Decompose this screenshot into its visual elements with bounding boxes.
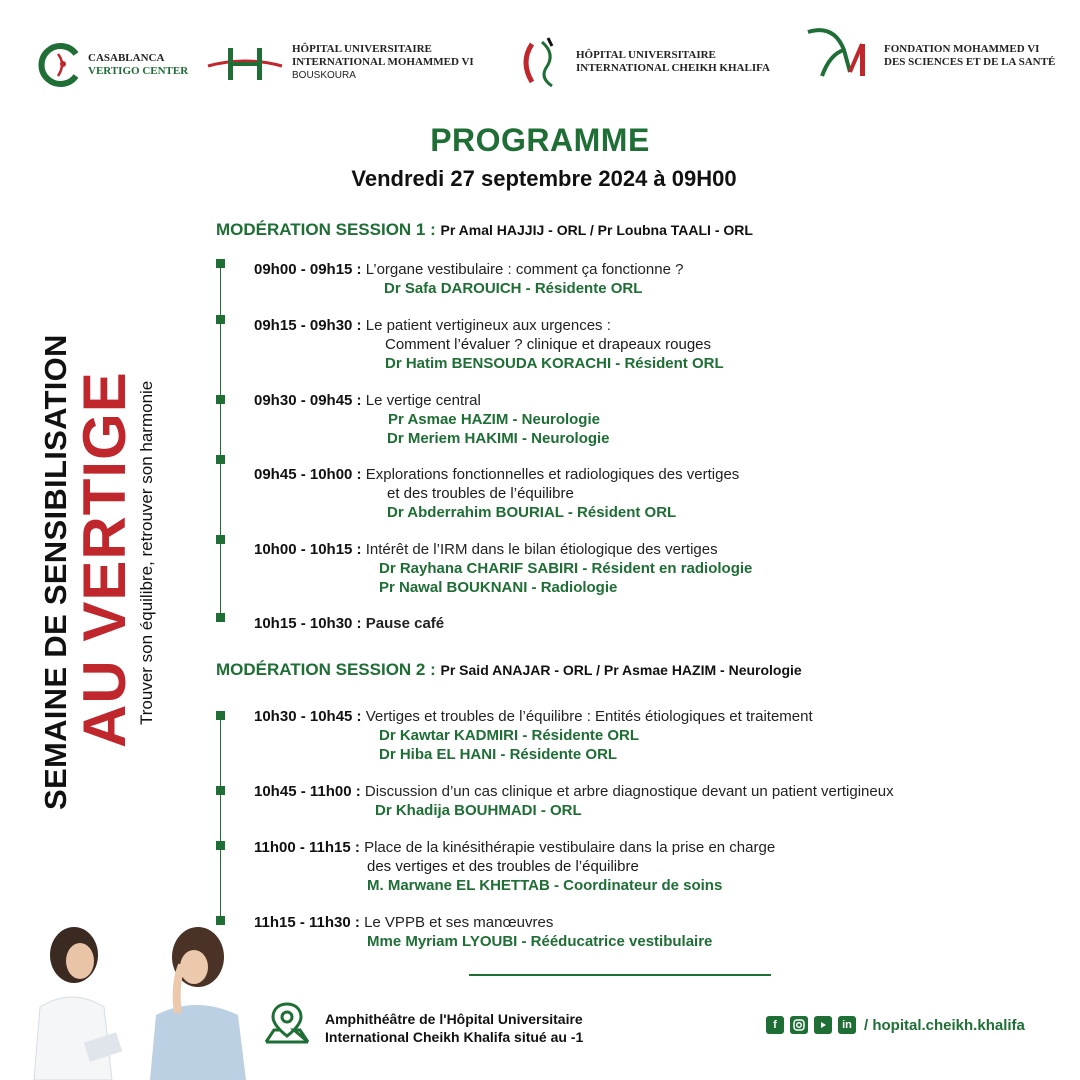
logo-hopital-bouskoura [206, 42, 474, 82]
program-item [254, 465, 739, 522]
event-date: Vendredi 27 septembre 2024 à 09H00 [351, 166, 737, 191]
item-topic: L’organe vestibulaire : comment ça fonctionne ? [365, 261, 684, 278]
bullet-marker [216, 786, 225, 795]
bullet-marker [216, 395, 225, 404]
program-item [254, 913, 712, 951]
item-time: 11h15 - 11h30 : [254, 914, 360, 931]
item-speaker: Pr Asmae HAZIM - Neurologie [388, 411, 600, 428]
bouskoura-line2: INTERNATIONAL MOHAMMED VI [292, 55, 474, 68]
cvc-line1: CASABLANCA [88, 52, 165, 64]
bouskoura-line1: HÔPITAL UNIVERSITAIRE [292, 42, 432, 55]
bullet-marker [216, 711, 225, 720]
item-topic: Vertiges et troubles de l’équilibre : Entités étiologiques et traitement [365, 708, 813, 725]
program-item [254, 316, 724, 373]
bullet-marker [216, 613, 225, 622]
program-item [254, 540, 752, 597]
item-topic: Intérêt de l’IRM dans le bilan étiologique des vertiges [365, 541, 718, 558]
item-speaker: Pr Nawal BOUKNANI - Radiologie [379, 579, 618, 596]
item-time: 09h30 - 09h45 : [254, 392, 362, 409]
item-speaker: M. Marwane EL KHETTAB - Coordinateur de soins [367, 877, 723, 894]
item-topic: Le VPPB et ses manœuvres [364, 914, 554, 931]
session1-header [216, 220, 753, 240]
location-pin-icon [262, 1000, 312, 1046]
item-speaker: Mme Myriam LYOUBI - Rééducatrice vestibulaire [367, 933, 713, 950]
bullet-marker [216, 841, 225, 850]
program-item [254, 707, 813, 764]
item-speaker: Dr Hatim BENSOUDA KORACHI - Résident ORL [385, 355, 724, 372]
bullet-marker [216, 259, 225, 268]
instagram-icon[interactable] [790, 1016, 808, 1034]
program-item [254, 614, 444, 633]
item-speaker: Dr Rayhana CHARIF SABIRI - Résident en radiologie [379, 560, 753, 577]
venue-line1: Amphithéâtre de l'Hôpital Universitaire [325, 1011, 583, 1027]
program-item [254, 260, 683, 298]
fondation-line1: FONDATION MOHAMMED VI [884, 43, 1040, 55]
item-speaker: Dr Meriem HAKIMI - Neurologie [387, 430, 610, 447]
cheikh-line1: HÔPITAL UNIVERSITAIRE [576, 49, 716, 61]
item-topic: Place de la kinésithérapie vestibulaire dans la prise en charge [364, 839, 776, 856]
cvc-line2: VERTIGO CENTER [88, 65, 189, 77]
session2-header [216, 660, 802, 680]
venue-line2: International Cheikh Khalifa situé au -1 [325, 1029, 584, 1045]
item-speaker: Dr Kawtar KADMIRI - Résidente ORL [379, 727, 640, 744]
venue [325, 1010, 583, 1046]
program-item [254, 782, 894, 820]
side-title-line1: SEMAINE DE SENSIBILISATION [38, 334, 73, 810]
item-time: 09h15 - 09h30 : [254, 317, 362, 334]
bullet-marker [216, 315, 225, 324]
item-topic-cont: des vertiges et des troubles de l’équilibre [367, 858, 639, 875]
logo-casablanca-vertigo-center [36, 42, 188, 88]
side-title [38, 270, 158, 810]
item-topic: Pause café [365, 615, 445, 632]
youtube-icon[interactable] [814, 1016, 832, 1034]
item-speaker: Dr Safa DAROUICH - Résidente ORL [384, 280, 643, 297]
item-speaker: Dr Abderrahim BOURIAL - Résident ORL [387, 504, 677, 521]
cheikh-line2: INTERNATIONAL CHEIKH KHALIFA [576, 62, 770, 74]
social-handle[interactable]: / hopital.cheikh.khalifa [864, 1016, 1025, 1034]
item-topic: Explorations fonctionnelles et radiologiques des vertiges [365, 466, 740, 483]
fondation-logo-icon [804, 24, 878, 82]
cvc-logo-icon [36, 42, 82, 88]
item-time: 11h00 - 11h15 : [254, 839, 360, 856]
doctor-patient-illustration [0, 915, 250, 1080]
bullet-marker [216, 535, 225, 544]
item-time: 09h00 - 09h15 : [254, 261, 362, 278]
item-time: 10h45 - 11h00 : [254, 783, 361, 800]
linkedin-icon[interactable]: in [838, 1016, 856, 1034]
item-time: 10h30 - 10h45 : [254, 708, 362, 725]
side-title-line2: AU VERTIGE [71, 371, 138, 748]
session2-moderators: Pr Said ANAJAR - ORL / Pr Asmae HAZIM - Neurologie [440, 662, 802, 678]
session2-label: MODÉRATION SESSION 2 : [216, 660, 436, 679]
bouskoura-logo-icon [206, 42, 284, 82]
session1-moderators: Pr Amal HAJJIJ - ORL / Pr Loubna TAALI - ORL [440, 222, 753, 238]
item-topic: Le patient vertigineux aux urgences : [365, 317, 611, 334]
item-topic: Discussion d’un cas clinique et arbre diagnostique devant un patient vertigineux [364, 783, 894, 800]
item-topic-cont: Comment l’évaluer ? clinique et drapeaux rouges [385, 336, 712, 353]
timeline-line-session2 [220, 712, 221, 924]
item-topic-cont: et des troubles de l’équilibre [387, 485, 574, 502]
item-speaker: Dr Hiba EL HANI - Résidente ORL [379, 746, 618, 763]
facebook-icon[interactable]: f [766, 1016, 784, 1034]
item-time: 09h45 - 10h00 : [254, 466, 362, 483]
logo-hopital-cheikh-khalifa [518, 34, 770, 90]
page-title: PROGRAMME [430, 122, 650, 158]
cheikh-khalifa-logo-icon [518, 34, 570, 90]
program-item [254, 838, 775, 895]
session1-label: MODÉRATION SESSION 1 : [216, 220, 436, 239]
side-tagline: Trouver son équilibre, retrouver son harmonie [137, 380, 156, 725]
logo-fondation-mohammed-vi [804, 24, 1055, 82]
bouskoura-line3: BOUSKOURA [292, 69, 356, 81]
item-time: 10h15 - 10h30 : [254, 615, 362, 632]
footer-divider [469, 974, 771, 976]
item-speaker: Dr Khadija BOUHMADI - ORL [375, 802, 582, 819]
social-links [766, 1016, 1025, 1034]
fondation-line2: DES SCIENCES ET DE LA SANTÉ [884, 56, 1056, 68]
program-item [254, 391, 610, 448]
item-topic: Le vertige central [365, 392, 481, 409]
bullet-marker [216, 455, 225, 464]
item-time: 10h00 - 10h15 : [254, 541, 362, 558]
